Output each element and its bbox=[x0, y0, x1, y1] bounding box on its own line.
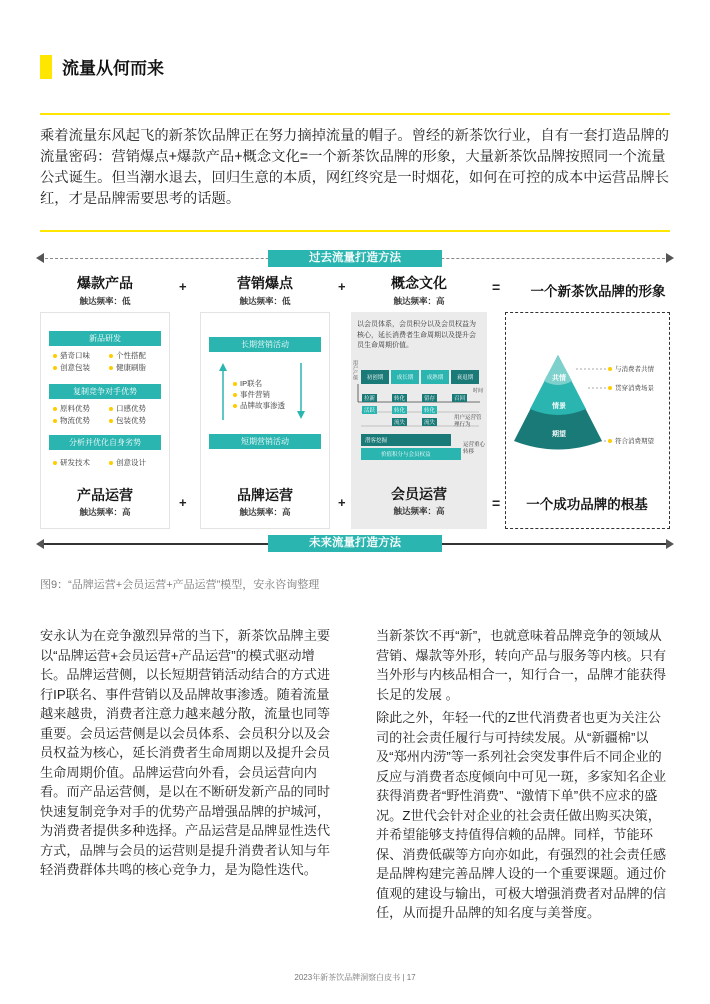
plus-sign: + bbox=[338, 279, 346, 294]
bottom-col3-freq: 触达频率：高 bbox=[393, 506, 445, 516]
product-section-title: 分析并优化自身劣势 bbox=[49, 435, 161, 450]
product-panel bbox=[40, 312, 170, 529]
product-item: 物流优势 bbox=[53, 415, 90, 426]
intro-paragraph: 乘着流量东风起飞的新茶饮品牌正在努力摘掉流量的帽子。曾经的新茶饮行业，自有一套打造品牌的流量密码：营销爆点+爆款产品+概念文化=一个新茶饮品牌的形象，大量新茶饮品牌按照同一个流量公式诞生。但当潮水退去，回归生意的本质，网红终究是一时烟花，如何在可控的成本中运营品牌长红，才是品牌需要思考的话题。 bbox=[40, 128, 670, 207]
top-col3-freq: 触达频率：高 bbox=[393, 296, 445, 306]
pyramid-label: 符合消费期望 bbox=[608, 436, 654, 447]
section-title: 流量从何而来 bbox=[62, 59, 164, 78]
plus-sign: + bbox=[179, 495, 187, 510]
bottom-col1-freq: 触达频率：高 bbox=[79, 507, 131, 517]
pyramid-level: 期望 bbox=[552, 431, 566, 438]
member-tag: 价值积分与会员权益 bbox=[381, 452, 431, 458]
member-x-axis: 时间 bbox=[473, 388, 484, 394]
product-item: 创意设计 bbox=[109, 457, 146, 468]
top-col1-title: 爆款产品 bbox=[77, 275, 133, 291]
pyramid-level: 共情 bbox=[552, 375, 566, 382]
member-panel bbox=[351, 312, 487, 529]
member-grid-cell: 留存 bbox=[424, 396, 436, 402]
bottom-col3-title: 会员运营 bbox=[391, 486, 447, 502]
past-arrow-right-icon bbox=[666, 253, 674, 263]
member-grid-cell: 流失 bbox=[394, 420, 406, 426]
future-arrow-left-icon bbox=[36, 539, 44, 549]
top-col3-title: 概念文化 bbox=[391, 275, 447, 291]
member-grid-cell: 活跃 bbox=[364, 408, 376, 414]
member-stage: 成熟期 bbox=[426, 375, 444, 381]
member-stage: 成长期 bbox=[396, 375, 414, 381]
bottom-col1-title: 产品运营 bbox=[77, 487, 133, 503]
section-accent-bar bbox=[40, 55, 52, 79]
brand-item: IP联名 bbox=[233, 378, 262, 389]
product-section-title: 复制竞争对手优势 bbox=[49, 384, 161, 399]
member-y-axis: 用户产值 bbox=[352, 360, 358, 380]
left-paragraph: 安永认为在竞争激烈异常的当下，新茶饮品牌主要以“品牌运营+会员运营+产品运营”的模式驱动增长。品牌运营侧，以长短期营销活动结合的方式进行IP联名、事件营销以及品牌故事渗透。随着流量越来越贵，消费者注意力越来越分散，流量也同等重要。会员运营侧是以会员体系、会员积分以及会员权益为核心，延长消费者生命周期以及提升会员生命周期价值。品牌运营向外看，会员运营向内看。而产品运营侧，是以在不断研发新产品的同时快速复制竞争对手的优势产品增强品牌的护城河，为消费者提供多种选择。产品运营是品牌显性迭代方式，品牌与会员的运营则是提升消费者认知与年轻消费群体共鸣的核心竞争力，是为隐性迭代。 bbox=[40, 628, 331, 877]
page-footer: 2023年新茶饮品牌洞察白皮书 | 17 bbox=[294, 973, 416, 982]
product-item: 研发技术 bbox=[53, 457, 90, 468]
bottom-col2-title: 品牌运营 bbox=[237, 487, 293, 503]
member-side-label: 用户运营管理行为 bbox=[454, 415, 482, 428]
long-term-marketing: 长期营销活动 bbox=[209, 337, 321, 352]
plus-sign: + bbox=[179, 279, 187, 294]
top-col2-title: 营销爆点 bbox=[237, 275, 293, 291]
member-stage: 衰退期 bbox=[456, 375, 474, 381]
future-method-label: 未来流量打造方法 bbox=[268, 535, 442, 552]
product-item: 猎奇口味 bbox=[53, 350, 90, 361]
past-arrow-left-icon bbox=[36, 253, 44, 263]
member-grid-cell: 转化 bbox=[394, 408, 406, 414]
product-item: 个性搭配 bbox=[109, 350, 146, 361]
right-paragraph-1: 当新茶饮不再“新”，也就意味着品牌竞争的领域从营销、爆款等外形，转向产品与服务等内核。只有当外形与内核品相合一，知行合一，品牌才能获得长足的发展 。 bbox=[376, 628, 667, 702]
member-grid-cell: 转化 bbox=[394, 396, 406, 402]
product-item: 原料优势 bbox=[53, 403, 90, 414]
brand-image-panel bbox=[505, 312, 670, 529]
pyramid-label: 与消费者共情 bbox=[608, 364, 654, 375]
brand-item: 事件营销 bbox=[233, 389, 270, 400]
member-grid-cell: 流失 bbox=[424, 420, 436, 426]
brand-panel bbox=[200, 312, 330, 529]
member-side-label: 运营重心转移 bbox=[463, 442, 486, 455]
member-grid-cell: 召回 bbox=[454, 396, 466, 402]
figure-caption: 图9：“品牌运营+会员运营+产品运营”模型，安永咨询整理 bbox=[40, 579, 320, 591]
member-tag: 潜客挖掘 bbox=[365, 438, 388, 444]
product-item: 包装优势 bbox=[109, 415, 146, 426]
member-description: 以会员体系，会员积分以及会员权益为核心，延长消费者生命周期以及提升会员生命周期价值。 bbox=[357, 321, 476, 349]
product-item: 口感优势 bbox=[109, 403, 146, 414]
member-grid-cell: 拉新 bbox=[364, 396, 376, 402]
plus-sign: + bbox=[338, 495, 346, 510]
top-col1-freq: 触达频率：低 bbox=[79, 296, 131, 306]
short-term-marketing: 短期营销活动 bbox=[209, 434, 321, 449]
section-header bbox=[40, 54, 164, 79]
top-col2-freq: 触达频率：低 bbox=[239, 296, 291, 306]
brand-item: 品牌故事渗透 bbox=[233, 400, 285, 411]
product-section-title: 新品研发 bbox=[49, 331, 161, 346]
top-result-title: 一个新茶饮品牌的形象 bbox=[530, 284, 666, 299]
equals-sign: = bbox=[492, 279, 501, 295]
member-stage: 初创期 bbox=[366, 375, 384, 381]
pyramid-level: 情景 bbox=[552, 403, 566, 410]
bottom-result-title: 一个成功品牌的根基 bbox=[526, 497, 648, 512]
bottom-col2-freq: 触达频率：高 bbox=[239, 507, 291, 517]
future-arrow-right-icon bbox=[666, 539, 674, 549]
pyramid-label: 贯穿消费场景 bbox=[608, 383, 654, 394]
right-paragraph-2: 除此之外，年轻一代的Z世代消费者也更为关注公司的社会责任履行与可持续发展。从“新疆棉”以及“郑州内涝”等一系列社会突发事件后不同企业的反应与消费者态度倾向中可见一斑，多家知名企业获得消费者“野性消费”、“激情下单”供不应求的盛况。Z世代会针对企业的社会责任做出购买决策，并希望能够支持值得信赖的品牌。同样，节能环保、消费低碳等方向亦如此，有强烈的社会责任感是品牌构建完善品牌人设的一个重要课题。通过价值观的建设与输出，可极大增强消费者对品牌的信任，从而提升品牌的知名度与美誉度。 bbox=[376, 710, 667, 920]
product-item: 健康刷脂 bbox=[109, 362, 146, 373]
past-method-label: 过去流量打造方法 bbox=[268, 250, 442, 267]
product-item: 创意包装 bbox=[53, 362, 90, 373]
divider-top bbox=[40, 113, 670, 115]
divider-mid bbox=[40, 230, 670, 232]
member-grid-cell: 转化 bbox=[424, 408, 436, 414]
equals-sign: = bbox=[492, 495, 501, 511]
